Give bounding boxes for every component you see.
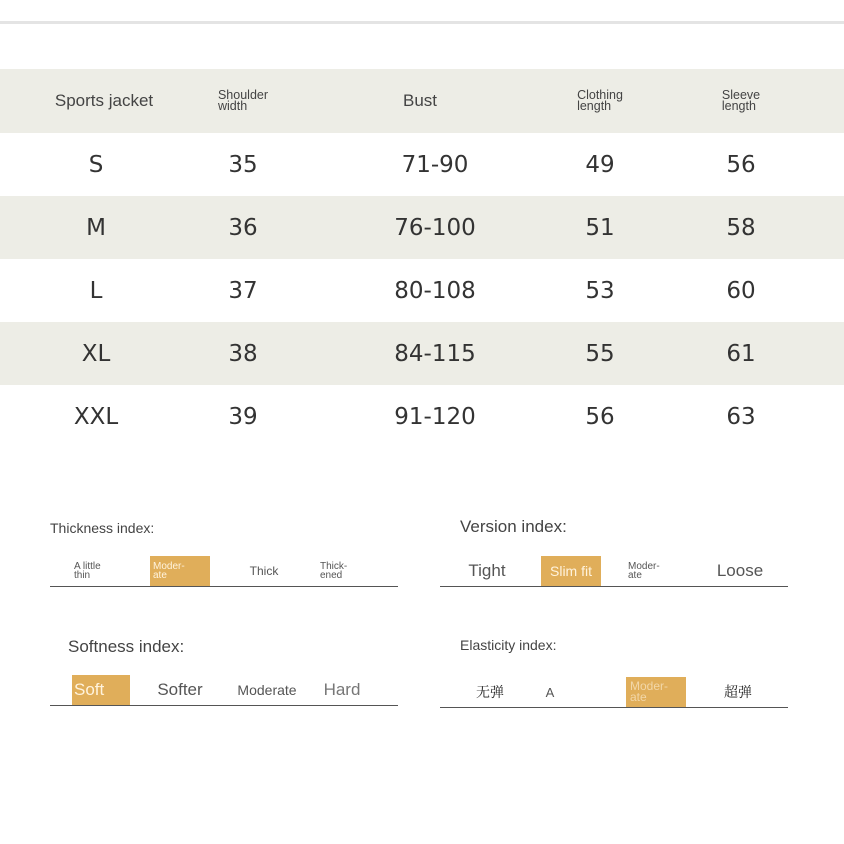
option-line: ened — [320, 570, 343, 581]
header-bust: Bust — [402, 91, 438, 110]
length-cell: 56 — [585, 403, 615, 430]
version-option-moderate — [628, 556, 678, 586]
bust-cell: 71-90 — [401, 151, 469, 178]
table-row — [0, 322, 844, 385]
size-cell: S — [88, 151, 104, 178]
softness-option-soft: Soft — [72, 675, 130, 705]
header-sleeve-line1: Sleeve — [721, 88, 761, 102]
length-cell: 55 — [585, 340, 615, 367]
elasticity-option-moderate — [626, 677, 686, 707]
option-line: ate — [153, 570, 167, 581]
size-cell: XL — [81, 340, 111, 367]
thickness-option-a-little-thin — [74, 556, 114, 586]
bust-cell: 84-115 — [394, 340, 476, 367]
elasticity-index-title: Elasticity index: — [460, 637, 557, 653]
sleeve-cell: 58 — [726, 214, 756, 241]
header-shoulder-line1: Shoulder — [217, 88, 269, 102]
table-row — [0, 259, 844, 322]
option-line: Moder- — [630, 679, 669, 693]
bust-cell: 76-100 — [394, 214, 476, 241]
elasticity-option-super-stretch: 超弹 — [724, 684, 752, 700]
header-clothing-length — [545, 69, 655, 133]
version-index-title: Version index: — [460, 517, 567, 536]
option-line: ate — [630, 690, 647, 704]
thickness-index-scale — [50, 556, 398, 587]
sleeve-cell: 61 — [726, 340, 756, 367]
header-clothing-line1: Clothing — [577, 88, 623, 102]
shoulder-cell: 35 — [228, 151, 258, 178]
table-header — [0, 69, 844, 133]
shoulder-cell: 39 — [228, 403, 258, 430]
sleeve-cell: 60 — [726, 277, 756, 304]
length-cell: 51 — [585, 214, 615, 241]
size-chart-table — [0, 69, 844, 448]
shoulder-cell: 38 — [228, 340, 258, 367]
thickness-option-thickened — [320, 556, 364, 586]
option-line: A little — [74, 561, 101, 572]
version-option-slim-fit: Slim fit — [541, 556, 601, 586]
softness-option-moderate: Moderate — [237, 682, 297, 698]
length-cell: 49 — [585, 151, 615, 178]
size-cell: M — [86, 214, 106, 241]
option-line: thin — [74, 570, 91, 581]
softness-option-hard: Hard — [323, 680, 361, 699]
option-line: Moder- — [153, 561, 185, 572]
bust-cell: 80-108 — [394, 277, 476, 304]
elasticity-index-scale — [440, 677, 788, 708]
header-product: Sports jacket — [54, 91, 154, 110]
thickness-option-thick: Thick — [249, 564, 279, 578]
elasticity-option-a: A — [545, 684, 555, 700]
size-cell: XXL — [73, 403, 119, 430]
softness-index-scale — [50, 675, 398, 706]
table-row — [0, 133, 844, 196]
table-row — [0, 385, 844, 448]
version-index-scale — [440, 556, 788, 587]
thickness-option-moderate — [150, 556, 210, 586]
version-option-tight: Tight — [468, 561, 506, 580]
header-sleeve-length — [686, 69, 796, 133]
sleeve-cell: 63 — [726, 403, 756, 430]
option-line: Moder- — [628, 561, 660, 572]
shoulder-cell: 36 — [228, 214, 258, 241]
softness-option-softer: Softer — [157, 680, 203, 699]
softness-index-title: Softness index: — [68, 637, 185, 656]
top-divider — [0, 21, 844, 24]
bust-cell: 91-120 — [394, 403, 476, 430]
header-shoulder-width — [213, 69, 273, 133]
table-row — [0, 196, 844, 259]
header-clothing-line2: length — [577, 99, 612, 113]
header-sleeve-line2: length — [721, 99, 756, 113]
sleeve-cell: 56 — [726, 151, 756, 178]
elasticity-option-no-stretch: 无弹 — [476, 684, 504, 700]
thickness-index-title: Thickness index: — [50, 520, 155, 536]
size-cell: L — [89, 277, 103, 304]
version-option-loose: Loose — [716, 561, 764, 580]
length-cell: 53 — [585, 277, 615, 304]
option-line: ate — [628, 570, 642, 581]
header-shoulder-line2: width — [217, 99, 248, 113]
option-line: Thick- — [320, 561, 348, 572]
shoulder-cell: 37 — [228, 277, 258, 304]
